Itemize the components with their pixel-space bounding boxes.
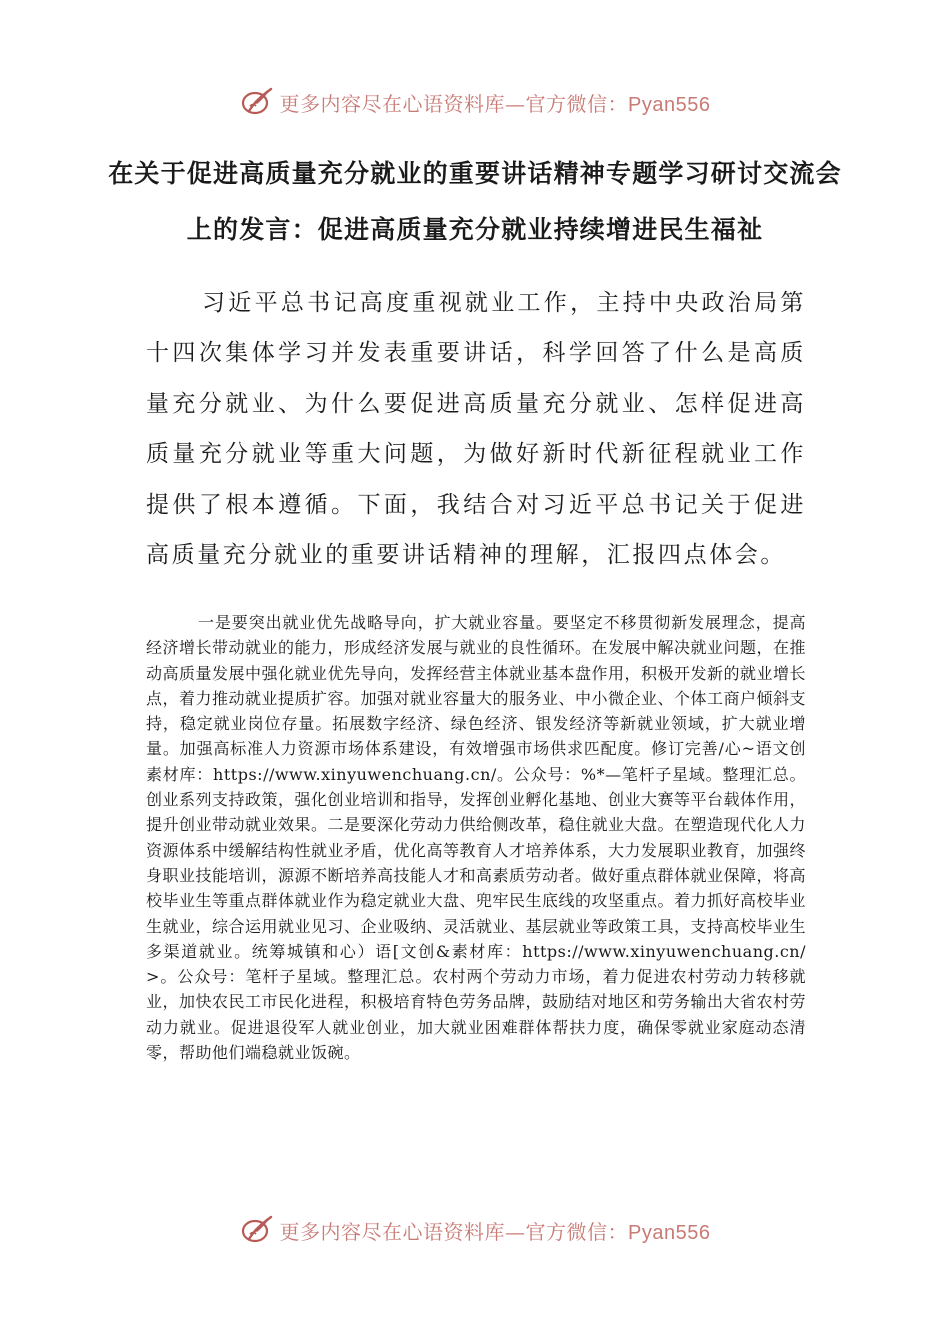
intro-paragraph: 习近平总书记高度重视就业工作，主持中央政治局第十四次集体学习并发表重要讲话，科学回答了什么是高质量充分就业、为什么要促进高质量充分就业、怎样促进高质量充分就业等重大问题，为做好新时代新征程就业工作提供了根本遵循。下面，我结合对习近平总书记关于促进高质量充分就业的重要讲话精神的理解，汇报四点体会。 <box>146 290 806 569</box>
header-banner-label: 更多内容尽在心语资料库—官方微信： <box>279 91 629 116</box>
footer-wechat-id: Pyan556 <box>628 1221 711 1244</box>
header-banner-text <box>280 88 711 117</box>
document-title: 在关于促进高质量充分就业的重要讲话精神专题学习研讨交流会上的发言：促进高质量充分就业持续增进民生福祉 <box>108 159 842 244</box>
pen-quill-logo-icon <box>240 85 274 119</box>
pen-quill-logo-icon <box>240 1213 274 1247</box>
footer-banner-label: 更多内容尽在心语资料库—官方微信： <box>279 1219 629 1244</box>
footer-banner-text <box>280 1216 711 1245</box>
header-wechat-id: Pyan556 <box>628 93 711 116</box>
header-banner <box>0 80 950 124</box>
footer-banner <box>0 1208 950 1252</box>
body-paragraph: 一是要突出就业优先战略导向，扩大就业容量。要坚定不移贯彻新发展理念，提高经济增长带动就业的能力，形成经济发展与就业的良性循环。在发展中解决就业问题，在推动高质量发展中强化就业优先导向，发挥经营主体就业基本盘作用，积极开发新的就业增长点，着力推动就业提质扩容。加强对就业容量大的服务业、中小微企业、个体工商户倾斜支持，稳定就业岗位存量。拓展数字经济、绿色经济、银发经济等新就业领域，扩大就业增量。加强高标准人力资源市场体系建设，有效增强市场供求匹配度。修订完善/心~语文创素材库：https://www.xinyuwenchuang.cn/。公众号：%*—笔杆子星域。整理汇总。创业系列支持政策，强化创业培训和指导，发挥创业孵化基地、创业大赛等平台载体作用，提升创业带动就业效果。二是要深化劳动力供给侧改革，稳住就业大盘。在塑造现代化人力资源体系中缓解结构性就业矛盾，优化高等教育人才培养体系，大力发展职业教育，加强终身职业技能培训，源源不断培养高技能人才和高素质劳动者。做好重点群体就业保障，将高校毕业生等重点群体就业作为稳定就业大盘、兜牢民生底线的攻坚重点。着力抓好高校毕业生就业，综合运用就业见习、企业吸纳、灵活就业、基层就业等政策工具，支持高校毕业生多渠道就业。统筹城镇和心）语[文创&素材库：https://www.xinyuwenchuang.cn/>。公众号：笔杆子星域。整理汇总。农村两个劳动力市场，着力促进农村劳动力转移就业，加快农民工市民化进程，积极培育特色劳务品牌，鼓励结对地区和劳务输出大省农村劳动力就业。促进退役军人就业创业，加大就业困难群体帮扶力度，确保零就业家庭动态清零，帮助他们端稳就业饭碗。 <box>146 613 807 1063</box>
